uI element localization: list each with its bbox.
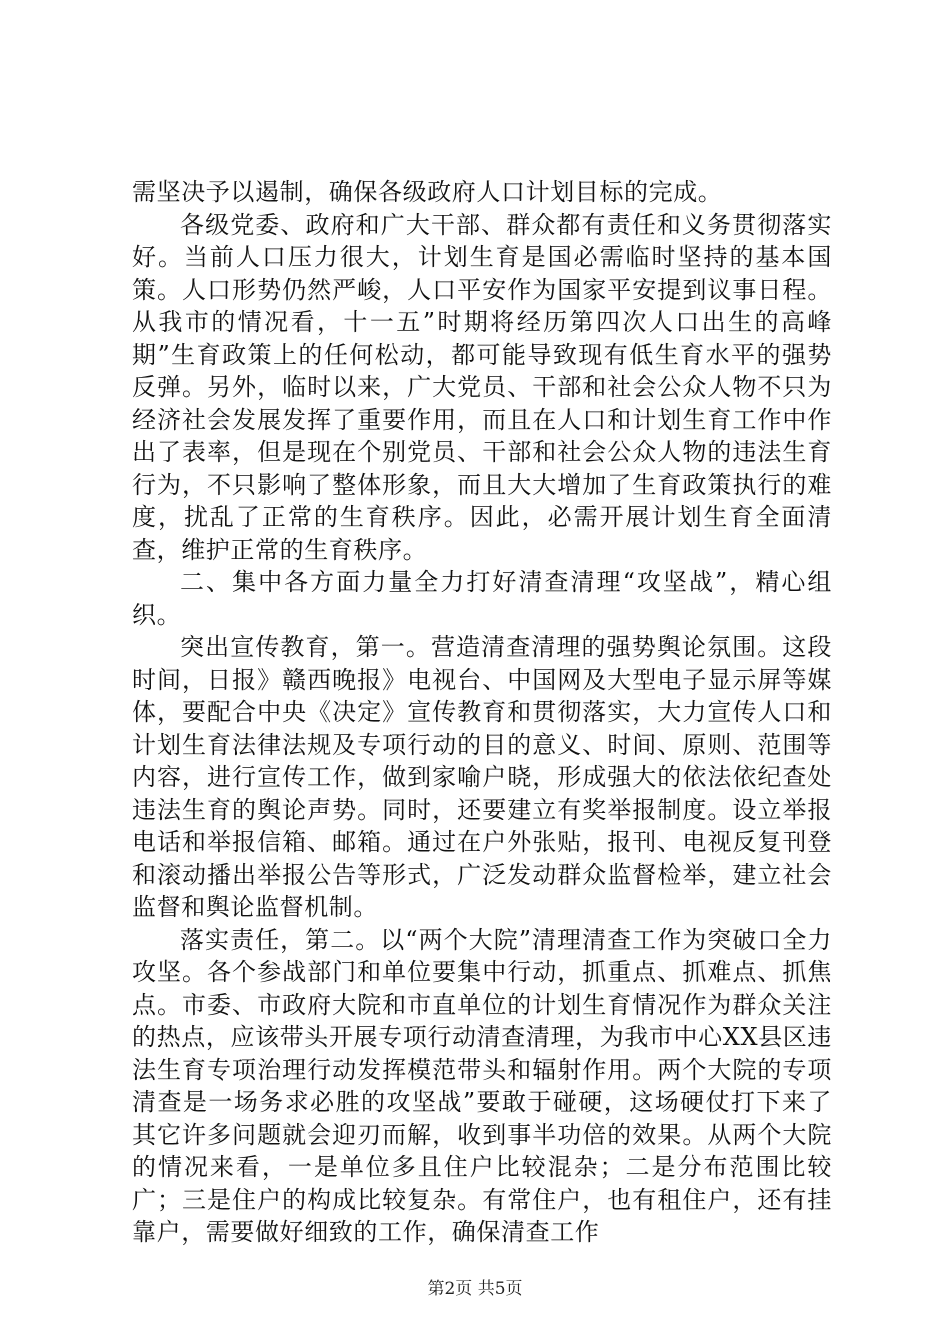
page-footer: 第2页 共5页 [427, 1279, 523, 1299]
paragraph-continuation: 需坚决予以遏制，确保各级政府人口计划目标的完成。 [132, 178, 723, 206]
paragraph-accountability: 落实责任，第二。以“两个大院”清理清查工作为突破口全力攻坚。各个参战部门和单位要集中行动，抓重点、抓难点、抓焦点。市委、市政府大院和市直单位的计划生育情况作为群众关注的热点，应该带头开展专项行动清查清理，为我市中心XX县区违法生育专项治理行动发挥模范带头和辐射作用。两个大院的专项清查是一场务求必胜的攻坚战”要敢于碰硬，这场硬仗打下来了其它许多问题就会迎刃而解，收到事半功倍的效果。从两个大院的情况来看，一是单位多且住户比较混杂；二是分布范围比较广；三是住户的构成比较复杂。有常住户，也有租住户，还有挂靠户，需要做好细致的工作，确保清查工作 [132, 925, 832, 1246]
section-heading-2: 二、集中各方面力量全力打好清查清理“攻坚战”，精心组织。 [132, 568, 832, 629]
document-body [132, 176, 832, 1249]
paragraph-responsibility: 各级党委、政府和广大干部、群众都有责任和义务贯彻落实好。当前人口压力很大，计划生育是国必需临时坚持的基本国策。人口形势仍然严峻，人口平安作为国家平安提到议事日程。从我市的情况看，十一五”时期将经历第四次人口出生的高峰期”生育政策上的任何松动，都可能导致现有低生育水平的强势反弹。另外，临时以来，广大党员、干部和社会公众人物不只为经济社会发展发挥了重要作用，而且在人口和计划生育工作中作出了表率，但是现在个别党员、干部和社会公众人物的违法生育行为，不只影响了整体形象，而且大大增加了生育政策执行的难度，扰乱了正常的生育秩序。因此，必需开展计划生育全面清查，维护正常的生育秩序。 [132, 210, 832, 564]
paragraph-publicity: 突出宣传教育，第一。营造清查清理的强势舆论氛围。这段时间，日报》赣西晚报》电视台、中国网及大型电子显示屏等媒体，要配合中央《决定》宣传教育和贯彻落实，大力宣传人口和计划生育法律法规及专项行动的目的意义、时间、原则、范围等内容，进行宣传工作，做到家喻户晓，形成强大的依法依纪查处违法生育的舆论声势。同时，还要建立有奖举报制度。设立举报电话和举报信箱、邮箱。通过在户外张贴，报刊、电视反复刊登和滚动播出举报公告等形式，广泛发动群众监督检举，建立社会监督和舆论监督机制。 [132, 633, 832, 921]
